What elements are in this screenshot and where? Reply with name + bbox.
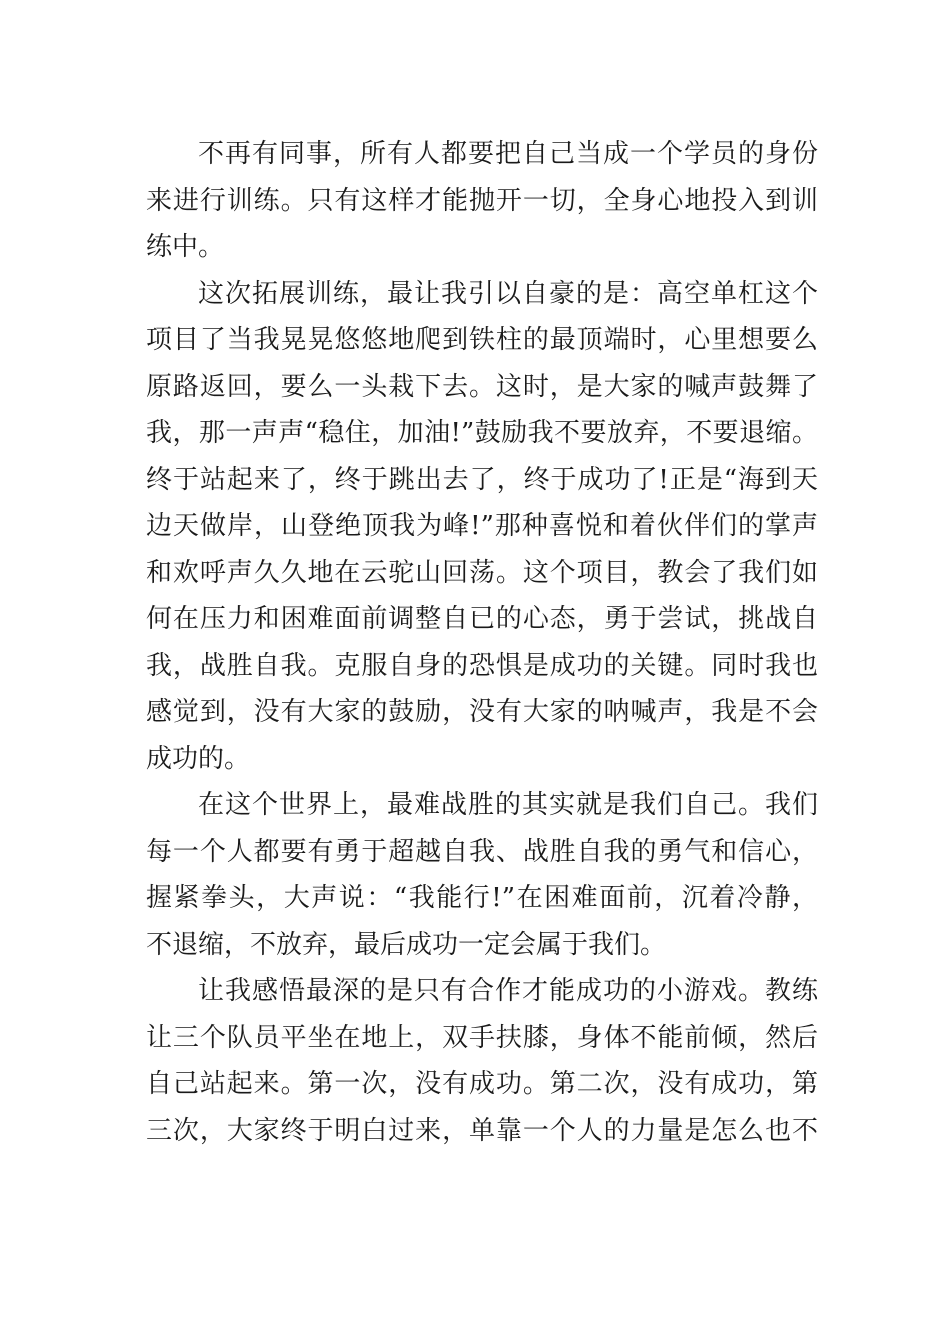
text-line: 我，那一声声“稳住，加油!”鼓励我不要放弃，不要退缩。 — [146, 418, 818, 448]
text-line: 感觉到，没有大家的鼓励，没有大家的呐喊声，我是不会 — [146, 697, 818, 727]
text-line: 三次，大家终于明白过来，单靠一个人的力量是怎么也不 — [146, 1115, 818, 1146]
text-line: 这次拓展训练，最让我引以自豪的是：高空单杠这个 — [198, 278, 818, 309]
text-line: 不再有同事，所有人都要把自己当成一个学员的身份 — [198, 139, 818, 169]
text-line: 何在压力和困难面前调整自已的心态，勇于尝试，挑战自 — [146, 604, 818, 634]
paragraph-3 — [146, 782, 818, 968]
paragraph-4 — [146, 968, 818, 1154]
text-line: 项目了当我晃晃悠悠地爬到铁柱的最顶端时，心里想要么 — [146, 325, 818, 355]
text-line: 每一个人都要有勇于超越自我、战胜自我的勇气和信心， — [146, 836, 818, 867]
text-line: 自己站起来。第一次，没有成功。第二次，没有成功，第 — [146, 1069, 818, 1099]
text-line: 练中。 — [146, 232, 225, 262]
text-line: 让三个队员平坐在地上，双手扶膝，身体不能前倾，然后 — [146, 1022, 818, 1053]
text-line: 我，战胜自我。克服自身的恐惧是成功的关键。同时我也 — [146, 650, 818, 681]
paragraph-1 — [146, 131, 818, 271]
text-line: 在这个世界上，最难战胜的其实就是我们自己。我们 — [198, 790, 818, 820]
text-line: 让我感悟最深的是只有合作才能成功的小游戏。教练 — [198, 976, 818, 1006]
text-line: 握紧拳头，大声说：“我能行!”在困难面前，沉着冷静， — [146, 883, 818, 913]
text-line: 来进行训练。只有这样才能抛开一切，全身心地投入到训 — [146, 185, 818, 216]
text-line: 原路返回，要么一头栽下去。这时，是大家的喊声鼓舞了 — [146, 371, 818, 402]
paragraph-2 — [146, 271, 818, 783]
text-line: 边天做岸，山登绝顶我为峰!”那种喜悦和着伙伴们的掌声 — [146, 511, 818, 541]
text-line: 成功的。 — [146, 743, 251, 774]
document-page — [146, 131, 818, 1154]
text-line: 不退缩，不放弃，最后成功一定会属于我们。 — [146, 929, 667, 960]
text-line: 和欢呼声久久地在云驼山回荡。这个项目，教会了我们如 — [146, 557, 818, 588]
text-line: 终于站起来了，终于跳出去了，终于成功了!正是“海到天 — [146, 464, 818, 495]
